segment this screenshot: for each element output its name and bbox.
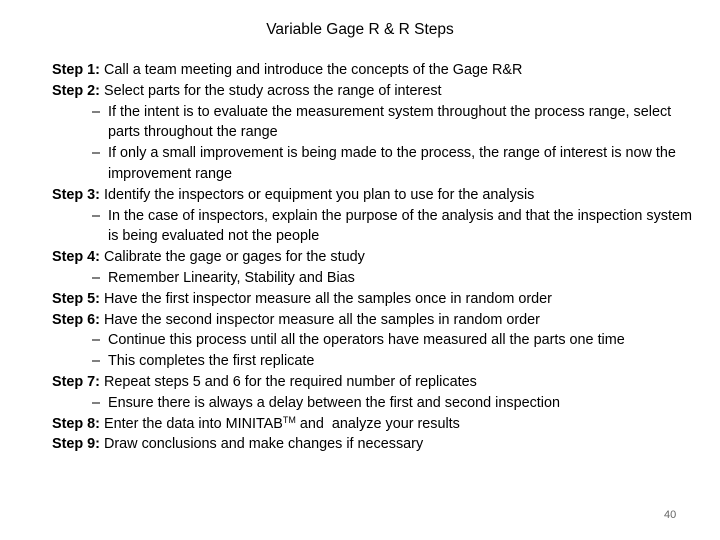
sub-item — [52, 330, 697, 351]
page-title: Variable Gage R & R Steps — [266, 21, 454, 38]
step-label: Step 9: — [52, 436, 100, 453]
step-5 — [52, 289, 697, 310]
step-text: Draw conclusions and make changes if necessary — [103, 436, 424, 453]
step-6 — [52, 310, 697, 331]
sub-item — [52, 393, 697, 414]
step-text: Calibrate the gage or gages for the study — [103, 249, 365, 266]
sub-item — [52, 206, 697, 248]
sub-item — [52, 351, 697, 372]
step-text: Have the first inspector measure all the samples once in random order — [103, 290, 552, 307]
step-label: Step 1: — [52, 62, 100, 78]
step-text: Identify the inspectors or equipment you plan to use for the analysis — [103, 186, 535, 203]
step-text — [104, 414, 460, 435]
sub-item-text: If the intent is to evaluate the measurement system throughout the process range, select parts throughout the range — [108, 103, 672, 141]
dash-bullet: – — [91, 145, 100, 162]
page-number: 40 — [664, 509, 677, 521]
sub-item-text: In the case of inspectors, explain the purpose of the analysis and that the inspection system is being evaluated not the people — [108, 207, 692, 245]
dash-bullet: – — [91, 207, 100, 224]
trademark-superscript: TM — [282, 414, 296, 425]
steps-list — [52, 60, 697, 455]
step-label: Step 3: — [52, 186, 100, 203]
sub-item-text: Ensure there is always a delay between the first and second inspection — [108, 394, 560, 411]
dash-bullet: – — [91, 394, 100, 411]
sub-item-text: This completes the first replicate — [108, 353, 315, 370]
step-9 — [52, 434, 697, 455]
sub-item — [52, 268, 697, 289]
step-text: Repeat steps 5 and 6 for the required number of replicates — [103, 373, 477, 390]
dash-bullet: – — [91, 103, 100, 120]
step-text: Call a team meeting and introduce the concepts of the Gage R&R — [103, 62, 523, 78]
step-4 — [52, 247, 697, 268]
step-8 — [52, 414, 697, 435]
sub-item-text: If only a small improvement is being made to the process, the range of interest is now the improvement range — [108, 145, 676, 182]
step-label: Step 5: — [52, 290, 100, 307]
dash-bullet: – — [91, 269, 100, 286]
step-label: Step 8: — [52, 415, 100, 432]
step-text-after: and analyze your results — [295, 415, 460, 432]
step-label: Step 6: — [52, 311, 100, 328]
step-7 — [52, 372, 697, 393]
sub-item-text: Remember Linearity, Stability and Bias — [108, 269, 355, 286]
step-text: Select parts for the study across the range of interest — [103, 82, 442, 99]
step-2 — [52, 81, 697, 102]
dash-bullet: – — [91, 332, 100, 349]
step-label: Step 4: — [52, 249, 100, 266]
step-text: Have the second inspector measure all the samples in random order — [103, 311, 540, 328]
step-1 — [52, 60, 697, 81]
sub-item — [52, 143, 697, 185]
step-3 — [52, 185, 697, 206]
dash-bullet: – — [91, 353, 100, 370]
step-label: Step 7: — [52, 373, 100, 390]
step-label: Step 2: — [52, 82, 100, 99]
sub-item-text: Continue this process until all the operators have measured all the parts one time — [108, 332, 625, 349]
step-text-before: Enter the data into MINITAB — [103, 415, 283, 432]
sub-item — [52, 102, 697, 144]
